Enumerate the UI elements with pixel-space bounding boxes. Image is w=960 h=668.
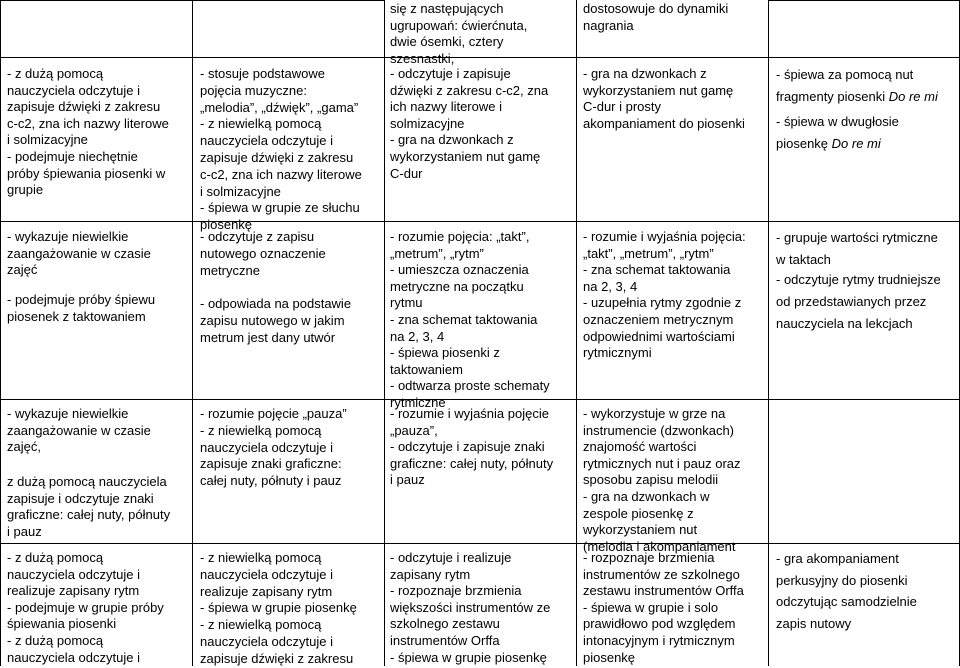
row-divider	[0, 543, 960, 544]
song-title: Do re mi	[831, 135, 881, 151]
col4-row4-text: - rozpoznaje brzmienia instrumentów ze szkolnego zestawu instrumentów Orffa - śpiewa w grupie i solo prawidłowo pod względem intonacyjnym i rytmicznym piosenkę	[583, 550, 744, 665]
col4-row2-text: - rozumie i wyjaśnia pojęcia: „takt”, „metrum”, „rytm” - zna schemat taktowania na 2, 3, 4 - uzupełnia rytmy zgodnie z oznaczeniem metrycznym odpowiednimi wartościami rytmicznymi	[583, 229, 746, 361]
col3-row1-text: - odczytuje i zapisuje dźwięki z zakresu c-c2, zna ich nazwy literowe i solmizacyjne - gra na dzwonkach z wykorzystaniem nut gamę C-dur	[390, 66, 549, 181]
col1-row1-text: - z dużą pomocą nauczyciela odczytuje i zapisuje dźwięki z zakresu c-c2, zna ich nazwy literowe i solmizacyjne - podejmuje niechętnie próby śpiewania piosenki w grupie	[7, 66, 169, 198]
col1-row2-text-a: - wykazuje niewielkie zaangażowanie w czasie zajęć	[7, 229, 151, 278]
col1-row4-text: - z dużą pomocą nauczyciela odczytuje i realizuje zapisany rytm - podejmuje w grupie próby śpiewania piosenki - z dużą pomocą nauczyciela odczytuje i	[7, 550, 164, 665]
column-divider	[0, 0, 1, 666]
col1-row3-text-a: - wykazuje niewielkie zaangażowanie w czasie zajęć,	[7, 406, 151, 455]
column-divider	[768, 0, 769, 666]
row-divider	[0, 221, 960, 222]
col4-row0-text: dostosowuje do dynamiki nagrania	[583, 1, 729, 33]
column-divider	[576, 0, 577, 666]
col5-row1-text-b	[776, 111, 960, 155]
col4-row1-text: - gra na dzwonkach z wykorzystaniem nut gamę C-dur i prosty akompaniament do piosenki	[583, 66, 745, 131]
song-title: Do re mi	[888, 88, 938, 104]
col2-row2-text-b: - odpowiada na podstawie zapisu nutowego w jakim metrum jest dany utwór	[200, 296, 352, 345]
col2-row4-text: - z niewielką pomocą nauczyciela odczytuje i realizuje zapisany rytm - śpiewa w grupie piosenkę - z niewielką pomocą nauczyciela odczytuje i zapisuje dźwięki z zakresu	[200, 550, 357, 666]
col4-row3-text: - wykorzystuje w grze na instrumencie (dzwonkach) znajomość wartości rytmicznych nut i pauz oraz sposobu zapisu melodii - gra na dzwonkach w zespole piosenkę z wykorzystaniem nut (melodia i akompaniament	[583, 406, 741, 554]
col5-row1-text-a-plain: - śpiewa za pomocą nut fragmenty piosenki	[776, 67, 914, 104]
col5-row4-text: - gra akompaniament perkusyjny do piosenki odczytując samodzielnie zapis nutowy	[776, 551, 917, 631]
col5-row2-text-a: - grupuje wartości rytmiczne w taktach	[776, 230, 938, 267]
column-divider	[384, 0, 385, 666]
col3-row3-text: - rozumie i wyjaśnia pojęcie „pauza”, - odczytuje i zapisuje znaki graficzne: całej nuty, półnuty i pauz	[390, 406, 554, 488]
col3-row4-text: - odczytuje i realizuje zapisany rytm - rozpoznaje brzmienia większości instrumentów ze szkolnego zestawu instrumentów Orffa - śpiewa w grupie piosenkę	[390, 550, 551, 665]
col3-row0-text: się z następujących ugrupowań: ćwierćnuta, dwie ósemki, cztery szesnastki,	[390, 1, 528, 66]
col5-row1-text-a	[776, 64, 960, 108]
col5-row1-text-b-plain: - śpiewa w dwugłosie piosenkę	[776, 114, 899, 151]
col1-row2-text-b: - podejmuje próby śpiewu piosenek z taktowaniem	[7, 292, 156, 324]
col2-row3-text: - rozumie pojęcie „pauza” - z niewielką pomocą nauczyciela odczytuje i zapisuje znaki graficzne: całej nuty, półnuty i pauz	[200, 406, 347, 489]
col1-row3-text-b: z dużą pomocą nauczyciela zapisuje i odczytuje znaki graficzne: całej nuty, półnuty i pauz	[7, 474, 171, 539]
column-divider	[192, 0, 193, 666]
col5-row2-text-b: - odczytuje rytmy trudniejsze od przedstawianych przez nauczyciela na lekcjach	[776, 272, 941, 331]
col2-row2-text-a: - odczytuje z zapisu nutowego oznaczenie metryczne	[200, 229, 326, 278]
row-divider	[0, 0, 384, 1]
col2-row1-text: - stosuje podstawowe pojęcia muzyczne: „melodia”, „dźwięk”, „gama” - z niewielką pomocą nauczyciela odczytuje i zapisuje dźwięki z zakresu c-c2, zna ich nazwy literowe i solmizacyjne - śpiewa w grupie ze słuchu piosenkę	[200, 66, 362, 233]
col3-row2-text: - rozumie pojęcia: „takt”, „metrum”, „rytm” - umieszcza oznaczenia metryczne na początku rytmu - zna schemat taktowania na 2, 3, 4 - śpiewa piosenki z taktowaniem - odtwarza proste schematy rytmiczne	[390, 229, 550, 410]
row-divider	[768, 0, 960, 1]
